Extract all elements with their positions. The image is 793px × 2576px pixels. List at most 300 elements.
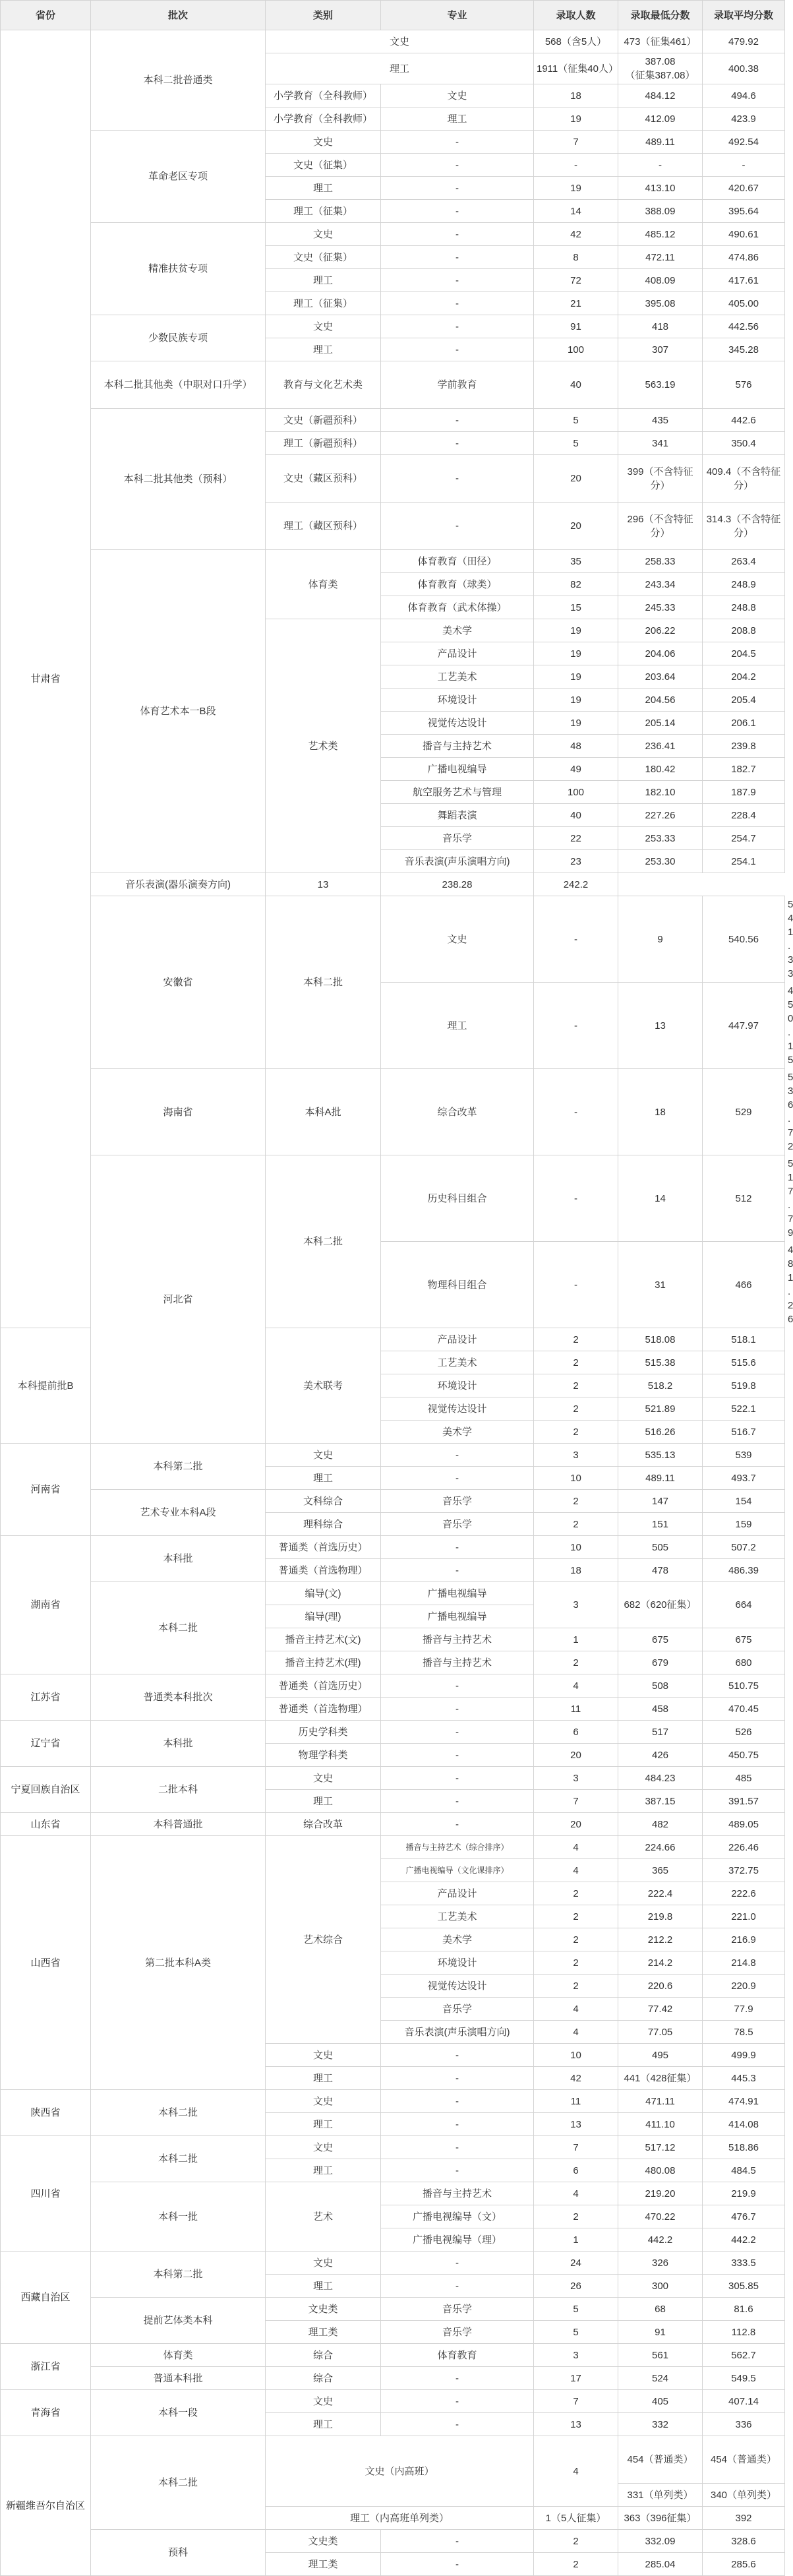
table-cell: 489.05 <box>703 1813 785 1836</box>
table-cell: 248.8 <box>703 596 785 619</box>
table-cell: 682（620征集） <box>618 1582 703 1628</box>
table-cell: 479.92 <box>703 30 785 53</box>
table-cell: 本科一批 <box>91 2182 266 2252</box>
table-cell: 228.4 <box>703 804 785 827</box>
table-cell: - <box>381 2275 534 2298</box>
table-cell: 音乐学 <box>381 1513 534 1536</box>
table-cell: 理工 <box>266 177 381 200</box>
table-cell: 526 <box>703 1721 785 1744</box>
table-cell: 小学教育（全科教师） <box>266 107 381 131</box>
table-cell: 326 <box>618 2252 703 2275</box>
table-cell: - <box>381 1674 534 1698</box>
table-cell: 340（单列类） <box>703 2484 785 2507</box>
table-cell: 文史 <box>266 1444 381 1467</box>
province-cell: 辽宁省 <box>1 1721 91 1767</box>
table-cell: 518.08 <box>618 1328 703 1351</box>
table-cell: 539 <box>703 1444 785 1467</box>
table-cell: 播音主持艺术(理) <box>266 1651 381 1674</box>
table-cell: - <box>381 1790 534 1813</box>
table-row: 物理科目组合 - 31 466 481.26 <box>1 1242 785 1328</box>
table-cell: 516.7 <box>703 1421 785 1444</box>
table-cell: 208.8 <box>703 619 785 642</box>
table-cell: 221.0 <box>703 1905 785 1928</box>
table-cell: - <box>381 338 534 361</box>
table-cell: 442.2 <box>703 2228 785 2252</box>
province-cell: 河南省 <box>1 1444 91 1536</box>
table-cell: 300 <box>618 2275 703 2298</box>
table-cell: 405 <box>618 2390 703 2413</box>
table-cell: 音乐学 <box>381 2321 534 2344</box>
table-row <box>1 30 785 53</box>
table-cell: 学前教育 <box>381 361 534 409</box>
table-cell: 文史类 <box>266 2530 381 2553</box>
table-cell: 体育教育（武术体操） <box>381 596 534 619</box>
table-cell: 普通类（首选物理） <box>266 1559 381 1582</box>
table-cell: 77.9 <box>703 1998 785 2021</box>
table-cell: 392 <box>703 2507 785 2530</box>
table-cell: 艺术专业本科A段 <box>91 1490 266 1536</box>
table-cell: - <box>534 154 618 177</box>
table-cell: 广播电视编导 <box>381 758 534 781</box>
table-cell: 7 <box>534 2390 618 2413</box>
table-cell: 2 <box>534 1882 618 1905</box>
table-cell: 本科二批 <box>266 1155 381 1328</box>
province-cell: 甘肃省 <box>1 30 91 1328</box>
table-cell: 编导(理) <box>266 1605 381 1628</box>
table-cell: 本科批 <box>91 1721 266 1767</box>
table-cell: 本科二批 <box>91 2136 266 2182</box>
table-cell: 视觉传达设计 <box>381 1975 534 1998</box>
table-cell: 576 <box>703 361 785 409</box>
header-min-score: 录取最低分数 <box>618 1 703 30</box>
table-cell: 体育类 <box>266 550 381 619</box>
table-cell: 3 <box>534 1444 618 1467</box>
table-cell: 442.2 <box>618 2228 703 2252</box>
table-cell: 219.9 <box>703 2182 785 2205</box>
table-cell: 4 <box>534 1998 618 2021</box>
table-cell: 2 <box>534 1928 618 1951</box>
table-cell: 普通类本科批次 <box>91 1674 266 1721</box>
table-row <box>1 2298 785 2321</box>
province-cell: 河北省 <box>91 1155 266 1444</box>
table-cell: 产品设计 <box>381 642 534 665</box>
table-cell: 2 <box>534 1374 618 1397</box>
table-cell: 20 <box>534 503 618 550</box>
table-cell: 517 <box>618 1721 703 1744</box>
table-row <box>1 1674 785 1698</box>
table-cell: 482 <box>618 1813 703 1836</box>
table-cell: 388.09 <box>618 200 703 223</box>
table-cell: 42 <box>534 2067 618 2090</box>
province-cell: 陕西省 <box>1 2090 91 2136</box>
table-cell: 332 <box>618 2413 703 2436</box>
table-cell: 18 <box>534 1559 618 1582</box>
table-cell: 美术学 <box>381 1928 534 1951</box>
table-cell: 体育艺术本一B段 <box>91 550 266 873</box>
table-row <box>1 2182 785 2205</box>
table-cell: 历史学科类 <box>266 1721 381 1744</box>
table-cell: 体育教育（田径） <box>381 550 534 573</box>
table-cell: 13 <box>534 2413 618 2436</box>
table-cell: 1911（征集40人） <box>534 53 618 84</box>
table-cell: - <box>381 1744 534 1767</box>
table-cell: 本科二批 <box>91 1582 266 1674</box>
table-cell: 视觉传达设计 <box>381 1397 534 1421</box>
table-cell: 519.8 <box>703 1374 785 1397</box>
table-cell: 本科二批 <box>266 896 381 1069</box>
table-cell: 音乐学 <box>381 2298 534 2321</box>
table-cell: 476.7 <box>703 2205 785 2228</box>
table-cell: 19 <box>534 689 618 712</box>
table-cell: 474.86 <box>703 246 785 269</box>
table-cell: - <box>381 1559 534 1582</box>
table-cell: 理工 <box>266 338 381 361</box>
table-cell: 535.13 <box>618 1444 703 1467</box>
table-cell: 426 <box>618 1744 703 1767</box>
table-cell: 664 <box>703 1582 785 1628</box>
table-cell: 180.42 <box>618 758 703 781</box>
table-cell: 理工 <box>266 2159 381 2182</box>
table-cell: 407.14 <box>703 2390 785 2413</box>
table-cell: 环境设计 <box>381 1374 534 1397</box>
table-body <box>1 30 793 2576</box>
table-cell: 15 <box>534 596 618 619</box>
table-cell: 文史（藏区预科） <box>266 455 381 503</box>
table-cell: 442.56 <box>703 315 785 338</box>
table-cell: 100 <box>534 338 618 361</box>
table-cell: - <box>534 1069 618 1155</box>
table-cell: 341 <box>618 432 703 455</box>
table-cell: - <box>381 2252 534 2275</box>
table-cell: 综合 <box>266 2367 381 2390</box>
table-cell: 254.1 <box>703 850 785 873</box>
table-cell: 182.7 <box>703 758 785 781</box>
table-cell: 242.2 <box>534 873 618 896</box>
table-cell: 508 <box>618 1674 703 1698</box>
table-cell: 204.2 <box>703 665 785 689</box>
table-cell: 399（不含特征分） <box>618 455 703 503</box>
table-row <box>1 2252 785 2275</box>
province-cell: 浙江省 <box>1 2344 91 2390</box>
table-cell: 495 <box>618 2044 703 2067</box>
table-cell: 224.66 <box>618 1836 703 1859</box>
table-row <box>1 315 785 338</box>
table-cell: 100 <box>534 781 618 804</box>
table-cell: 20 <box>534 455 618 503</box>
table-cell: 72 <box>534 269 618 292</box>
table-row <box>1 1836 785 1859</box>
table-cell: 文史（内高班） <box>266 2436 534 2507</box>
table-cell: - <box>703 154 785 177</box>
table-cell: 理工 <box>266 2067 381 2090</box>
table-cell: - <box>534 983 618 1069</box>
table-cell: 489.11 <box>618 131 703 154</box>
table-cell: 文史 <box>266 30 534 53</box>
table-cell: 77.05 <box>618 2021 703 2044</box>
table-cell: 艺术类 <box>266 619 381 873</box>
header-admitted-count: 录取人数 <box>534 1 618 30</box>
table-row <box>1 1721 785 1744</box>
table-cell: 广播电视编导 <box>381 1582 534 1605</box>
table-cell: 本科第二批 <box>91 1444 266 1490</box>
table-cell: 248.9 <box>703 573 785 596</box>
table-cell: 91 <box>534 315 618 338</box>
table-cell: 20 <box>534 1813 618 1836</box>
table-cell: 365 <box>618 1859 703 1882</box>
table-cell: 7 <box>534 131 618 154</box>
table-cell: 文科综合 <box>266 1490 381 1513</box>
table-cell: 499.9 <box>703 2044 785 2067</box>
province-cell: 山东省 <box>1 1813 91 1836</box>
table-row <box>1 2530 785 2553</box>
table-cell: - <box>534 1242 618 1328</box>
table-cell: 263.4 <box>703 550 785 573</box>
table-cell: 广播电视编导 <box>381 1605 534 1628</box>
table-cell: 414.08 <box>703 2113 785 2136</box>
table-cell: 40 <box>534 804 618 827</box>
table-cell: 474.91 <box>703 2090 785 2113</box>
table-cell: 409.4（不含特征分） <box>703 455 785 503</box>
table-cell: 253.30 <box>618 850 703 873</box>
table-cell: 204.06 <box>618 642 703 665</box>
table-cell: 441（428征集） <box>618 2067 703 2090</box>
table-cell: 679 <box>618 1651 703 1674</box>
table-cell: 147 <box>618 1490 703 1513</box>
table-cell: 2 <box>534 2553 618 2576</box>
province-cell: 湖南省 <box>1 1536 91 1674</box>
table-row <box>1 2136 785 2159</box>
table-cell: 154 <box>703 1490 785 1513</box>
table-cell: 472.11 <box>618 246 703 269</box>
table-cell: 广播电视编导（理） <box>381 2228 534 2252</box>
table-cell: 舞蹈表演 <box>381 804 534 827</box>
table-cell: 222.4 <box>618 1882 703 1905</box>
table-cell: 7 <box>534 2136 618 2159</box>
table-cell: 本科提前批B <box>1 1328 91 1444</box>
table-cell: 本科普通批 <box>91 1813 266 1836</box>
table-cell: 5 <box>534 2321 618 2344</box>
table-cell: 9 <box>618 896 703 983</box>
table-cell: 480.08 <box>618 2159 703 2182</box>
table-cell: - <box>381 2159 534 2182</box>
table-cell: 精准扶贫专项 <box>91 223 266 315</box>
table-cell: 文史 <box>266 2390 381 2413</box>
table-cell: 331（单列类） <box>618 2484 703 2507</box>
table-row <box>1 550 785 573</box>
table-cell: 442.6 <box>703 409 785 432</box>
table-cell: 14 <box>534 200 618 223</box>
table-cell: 文史（新疆预科） <box>266 409 381 432</box>
table-cell: - <box>381 2113 534 2136</box>
table-cell: 204.56 <box>618 689 703 712</box>
table-cell: 文史 <box>266 2090 381 2113</box>
table-cell: 417.61 <box>703 269 785 292</box>
table-row <box>1 2390 785 2413</box>
table-cell: 5 <box>534 2298 618 2321</box>
table-row <box>1 1813 785 1836</box>
table-cell: 489.11 <box>618 1467 703 1490</box>
table-cell: 78.5 <box>703 2021 785 2044</box>
table-cell: - <box>381 2367 534 2390</box>
table-row: 海南省 本科A批 综合改革 - 18 529 536.72 <box>1 1069 785 1155</box>
table-cell: 387.15 <box>618 1790 703 1813</box>
table-cell: 理科综合 <box>266 1513 381 1536</box>
table-cell: 播音主持艺术(文) <box>266 1628 381 1651</box>
table-cell: 21 <box>534 292 618 315</box>
table-cell: 文史 <box>381 896 534 983</box>
table-cell: 理工（征集） <box>266 292 381 315</box>
table-cell: 本科二批 <box>91 2090 266 2136</box>
table-row <box>1 2436 785 2484</box>
province-cell: 青海省 <box>1 2390 91 2436</box>
table-cell: - <box>381 315 534 338</box>
table-cell: 494.6 <box>703 84 785 107</box>
table-cell: - <box>381 2090 534 2113</box>
table-cell: 革命老区专项 <box>91 131 266 223</box>
table-cell: 675 <box>618 1628 703 1651</box>
table-cell: 529 <box>703 1069 785 1155</box>
table-cell: 507.2 <box>703 1536 785 1559</box>
table-cell: - <box>381 1467 534 1490</box>
table-cell: 本科A批 <box>266 1069 381 1155</box>
table-cell: 2 <box>534 1328 618 1351</box>
table-cell: 理工 <box>381 983 534 1069</box>
table-cell: 112.8 <box>703 2321 785 2344</box>
table-cell: 理工（藏区预科） <box>266 503 381 550</box>
table-cell: - <box>381 131 534 154</box>
table-cell: 5 <box>534 409 618 432</box>
table-cell: 470.45 <box>703 1698 785 1721</box>
table-cell: 文史 <box>266 2252 381 2275</box>
table-cell: 18 <box>534 84 618 107</box>
table-cell: 345.28 <box>703 338 785 361</box>
table-cell: 音乐表演(器乐演奏方向) <box>91 873 266 896</box>
table-cell: 517.12 <box>618 2136 703 2159</box>
table-cell: 395.64 <box>703 200 785 223</box>
table-cell: 236.41 <box>618 735 703 758</box>
table-cell: - <box>381 2044 534 2067</box>
table-cell: 艺术 <box>266 2182 381 2252</box>
table-cell: 播音与主持艺术（综合排序） <box>381 1836 534 1859</box>
table-row <box>1 131 785 154</box>
table-cell: - <box>381 1721 534 1744</box>
table-cell: 19 <box>534 619 618 642</box>
table-cell: 理工 <box>266 2275 381 2298</box>
table-cell: 26 <box>534 2275 618 2298</box>
table-row <box>1 361 785 409</box>
table-cell: 391.57 <box>703 1790 785 1813</box>
table-cell: 484.12 <box>618 84 703 107</box>
table-cell: 美术学 <box>381 619 534 642</box>
table-cell: 512 <box>703 1155 785 1242</box>
table-cell: 10 <box>534 2044 618 2067</box>
table-cell: 物理学科类 <box>266 1744 381 1767</box>
province-cell: 江苏省 <box>1 1674 91 1721</box>
table-row <box>1 2090 785 2113</box>
table-cell: 理工类 <box>266 2321 381 2344</box>
table-cell: 216.9 <box>703 1928 785 1951</box>
table-cell: - <box>381 1536 534 1559</box>
table-cell: 254.7 <box>703 827 785 850</box>
table-cell: 文史 <box>381 84 534 107</box>
table-cell: - <box>381 200 534 223</box>
table-cell: 521.89 <box>618 1397 703 1421</box>
table-cell: 4 <box>534 1674 618 1698</box>
table-cell: - <box>381 455 534 503</box>
table-cell: 19 <box>534 642 618 665</box>
table-cell: 14 <box>618 1155 703 1242</box>
table-cell: 214.8 <box>703 1951 785 1975</box>
table-cell: 1（5人征集） <box>534 2507 618 2530</box>
table-cell: 7 <box>534 1790 618 1813</box>
table-cell: 本科二批其他类（预科） <box>91 409 266 550</box>
province-cell: 山西省 <box>1 1836 91 2090</box>
table-cell: 理工（新疆预科） <box>266 432 381 455</box>
table-cell: 490.61 <box>703 223 785 246</box>
table-cell: 447.97 <box>703 983 785 1069</box>
table-cell: 物理科目组合 <box>381 1242 534 1328</box>
table-cell: 485.12 <box>618 223 703 246</box>
table-cell: - <box>381 409 534 432</box>
table-cell: 400.38 <box>703 53 785 84</box>
table-cell: 19 <box>534 665 618 689</box>
table-row <box>1 1767 785 1790</box>
table-cell: 222.6 <box>703 1882 785 1905</box>
table-cell: 6 <box>534 2159 618 2182</box>
table-cell: 285.04 <box>618 2553 703 2576</box>
table-cell: 二批本科 <box>91 1767 266 1813</box>
table-cell: 458 <box>618 1698 703 1721</box>
table-cell: - <box>381 2530 534 2553</box>
table-cell: 568（含5人） <box>534 30 618 53</box>
table-cell: 10 <box>534 1467 618 1490</box>
table-cell: 48 <box>534 735 618 758</box>
table-cell: 工艺美术 <box>381 665 534 689</box>
table-cell: 4 <box>534 2182 618 2205</box>
table-cell: 258.33 <box>618 550 703 573</box>
table-cell: 文史（征集） <box>266 246 381 269</box>
table-row <box>1 2367 785 2390</box>
table-cell: 视觉传达设计 <box>381 712 534 735</box>
table-cell: 3 <box>534 1582 618 1628</box>
table-cell: 普通类（首选物理） <box>266 1698 381 1721</box>
table-row <box>1 1490 785 1513</box>
table-cell: 466 <box>703 1242 785 1328</box>
table-cell: 493.7 <box>703 1467 785 1490</box>
table-cell: 23 <box>534 850 618 873</box>
table-cell: 体育教育 <box>381 2344 534 2367</box>
table-cell: 11 <box>534 1698 618 1721</box>
table-row <box>1 873 785 896</box>
table-cell: 2 <box>534 2205 618 2228</box>
table-cell: 675 <box>703 1628 785 1651</box>
table-cell: 音乐学 <box>381 1998 534 2021</box>
table-cell: 454（普通类） <box>618 2436 703 2484</box>
table-cell: 4 <box>534 1859 618 1882</box>
table-cell: 理工 <box>266 53 534 84</box>
table-cell: 220.6 <box>618 1975 703 1998</box>
table-cell: 文史 <box>266 2136 381 2159</box>
table-cell: 2 <box>534 1951 618 1975</box>
province-cell: 海南省 <box>91 1069 266 1155</box>
table-cell: 预科 <box>91 2530 266 2576</box>
table-cell: 理工 <box>266 1790 381 1813</box>
table-cell: 播音与主持艺术 <box>381 1628 534 1651</box>
table-cell: 82 <box>534 573 618 596</box>
table-cell: 20 <box>534 1744 618 1767</box>
table-cell: 540.56 <box>703 896 785 983</box>
table-cell: 518.1 <box>703 1328 785 1351</box>
